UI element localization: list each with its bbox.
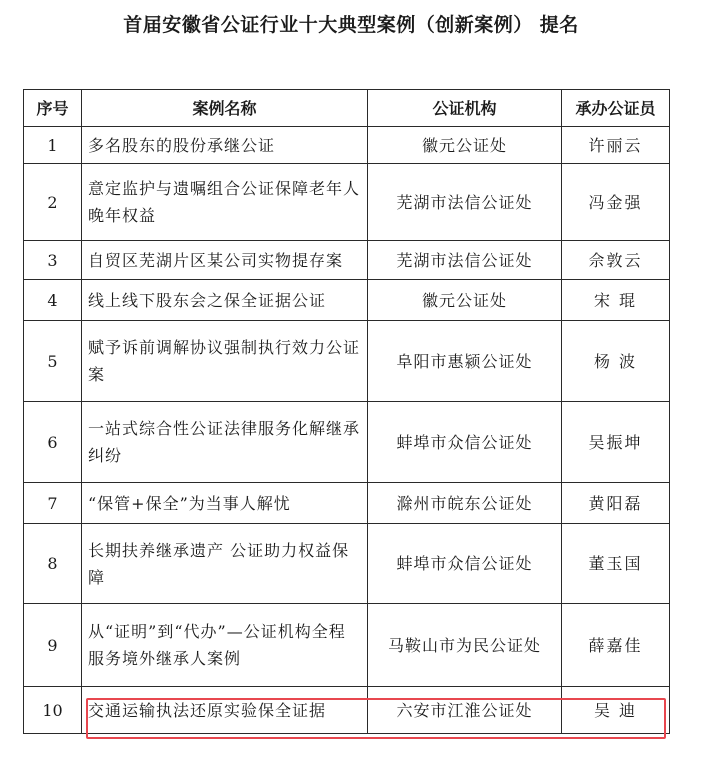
row-notary-office: 徽元公证处 <box>368 280 562 321</box>
table-row <box>24 483 670 524</box>
row-no: 8 <box>24 524 82 604</box>
table-row <box>24 280 670 321</box>
row-no: 10 <box>24 687 82 734</box>
row-no: 4 <box>24 280 82 321</box>
row-no: 9 <box>24 604 82 687</box>
cases-table <box>23 89 670 734</box>
row-no: 2 <box>24 164 82 241</box>
row-notary: 薛嘉佳 <box>562 604 670 687</box>
row-notary-office: 芜湖市法信公证处 <box>368 241 562 280</box>
table-row <box>24 604 670 687</box>
row-case-name: 交通运输执法还原实验保全证据 <box>82 687 368 734</box>
row-notary-office: 芜湖市法信公证处 <box>368 164 562 241</box>
row-no: 3 <box>24 241 82 280</box>
row-notary: 杨 波 <box>562 321 670 402</box>
row-notary-office: 马鞍山市为民公证处 <box>368 604 562 687</box>
table-row <box>24 321 670 402</box>
row-no: 1 <box>24 127 82 164</box>
row-no: 5 <box>24 321 82 402</box>
row-case-name: 赋予诉前调解协议强制执行效力公证案 <box>82 321 368 402</box>
header-notary: 承办公证员 <box>562 90 670 127</box>
row-notary-office: 滁州市皖东公证处 <box>368 483 562 524</box>
row-case-name: 意定监护与遗嘱组合公证保障老年人晚年权益 <box>82 164 368 241</box>
header-case-name: 案例名称 <box>82 90 368 127</box>
table-header-row <box>24 90 670 127</box>
row-no: 6 <box>24 402 82 483</box>
row-notary: 吴 迪 <box>562 687 670 734</box>
row-case-name: 线上线下股东会之保全证据公证 <box>82 280 368 321</box>
table-row <box>24 241 670 280</box>
header-no: 序号 <box>24 90 82 127</box>
row-case-name: 长期扶养继承遗产 公证助力权益保障 <box>82 524 368 604</box>
document-title: 首届安徽省公证行业十大典型案例（创新案例） 提名 <box>123 14 579 36</box>
row-notary: 董玉国 <box>562 524 670 604</box>
row-no: 7 <box>24 483 82 524</box>
table-row-highlighted <box>24 687 670 734</box>
row-notary-office: 六安市江淮公证处 <box>368 687 562 734</box>
row-notary-office: 阜阳市惠颍公证处 <box>368 321 562 402</box>
row-notary: 冯金强 <box>562 164 670 241</box>
row-case-name: 多名股东的股份承继公证 <box>82 127 368 164</box>
row-case-name: “保管+保全”为当事人解忧 <box>82 483 368 524</box>
row-notary-office: 蚌埠市众信公证处 <box>368 524 562 604</box>
row-notary: 许丽云 <box>562 127 670 164</box>
row-case-name: 自贸区芜湖片区某公司实物提存案 <box>82 241 368 280</box>
row-notary-office: 蚌埠市众信公证处 <box>368 402 562 483</box>
table-row <box>24 524 670 604</box>
table-row <box>24 402 670 483</box>
row-notary: 黄阳磊 <box>562 483 670 524</box>
row-notary: 佘敦云 <box>562 241 670 280</box>
row-notary: 吴振坤 <box>562 402 670 483</box>
row-case-name: 从“证明”到“代办”—公证机构全程服务境外继承人案例 <box>82 604 368 687</box>
row-notary-office: 徽元公证处 <box>368 127 562 164</box>
header-notary-office: 公证机构 <box>368 90 562 127</box>
row-case-name: 一站式综合性公证法律服务化解继承纠纷 <box>82 402 368 483</box>
table-row <box>24 164 670 241</box>
table-row <box>24 127 670 164</box>
row-notary: 宋 琨 <box>562 280 670 321</box>
